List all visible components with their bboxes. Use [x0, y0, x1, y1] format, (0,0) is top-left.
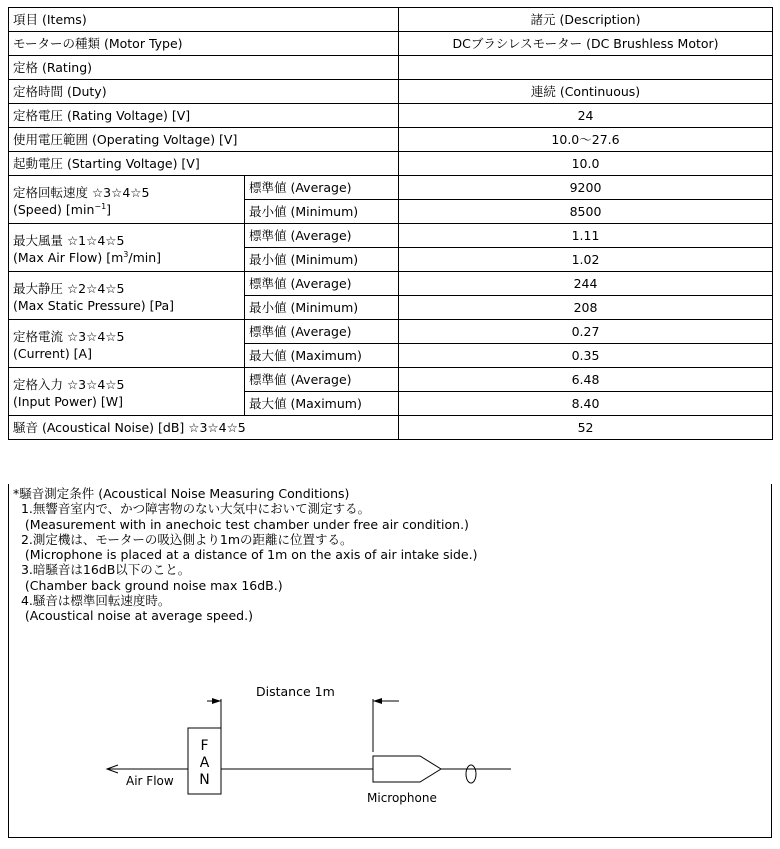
table-row [9, 320, 773, 344]
row-value [399, 56, 773, 80]
sub-label: 最大値 (Maximum) [245, 392, 399, 416]
pressure-unit: (Max Static Pressure) [Pa] [13, 297, 175, 313]
row-value: 244 [399, 272, 773, 296]
row-value: 6.48 [399, 368, 773, 392]
speed-title: 定格回転速度 ☆3☆4☆5 [13, 184, 150, 200]
table-row [9, 368, 773, 392]
row-label: 定格電圧 (Rating Voltage) [V] [9, 104, 399, 128]
airflow-group-label [9, 224, 245, 272]
power-group-label [9, 368, 245, 416]
note-line: (Acoustical noise at average speed.) [13, 608, 253, 624]
row-value: 10.0 [399, 152, 773, 176]
row-label: 定格時間 (Duty) [9, 80, 399, 104]
airflow-title: 最大風量 ☆1☆4☆5 [13, 232, 125, 248]
sub-label: 最大値 (Maximum) [245, 344, 399, 368]
header-item-cell: 項目 (Items) [9, 8, 399, 32]
microphone-icon [373, 756, 441, 782]
distance-right-arrow-icon [373, 698, 382, 704]
row-value: 1.02 [399, 248, 773, 272]
sub-label: 最小値 (Minimum) [245, 200, 399, 224]
pressure-group-label [9, 272, 245, 320]
current-group-label [9, 320, 245, 368]
current-unit: (Current) [A] [13, 345, 92, 361]
fan-letter: F [200, 738, 209, 754]
note-line: 3.暗騒音は16dB以下のこと。 [13, 562, 191, 578]
table-row [9, 152, 773, 176]
power-title: 定格入力 ☆3☆4☆5 [13, 376, 125, 392]
note-line: (Measurement with in anechoic test chamber under free air condition.) [13, 516, 469, 532]
row-value: 24 [399, 104, 773, 128]
row-label: 定格 (Rating) [9, 56, 399, 80]
pressure-title: 最大静圧 ☆2☆4☆5 [13, 280, 125, 296]
row-value: 0.35 [399, 344, 773, 368]
fan-letter: A [199, 755, 210, 771]
header-desc-cell: 諸元 (Description) [399, 8, 773, 32]
row-value: 連続 (Continuous) [399, 80, 773, 104]
row-label: 起動電圧 (Starting Voltage) [V] [9, 152, 399, 176]
row-value: 10.0〜27.6 [399, 128, 773, 152]
header-row [9, 8, 773, 32]
row-label: モーターの種類 (Motor Type) [9, 32, 399, 56]
table-row [9, 80, 773, 104]
sub-label: 標準値 (Average) [245, 320, 399, 344]
airflow-unit: (Max Air Flow) $[m^3/\min]$ [13, 249, 162, 265]
note-line: (Microphone is placed at a distance of 1m on the axis of air intake side.) [13, 547, 478, 563]
row-value: 9200 [399, 176, 773, 200]
sub-label: 最小値 (Minimum) [245, 296, 399, 320]
table-row [9, 128, 773, 152]
note-line: (Chamber back ground noise max 16dB.) [13, 577, 283, 593]
row-value: 1.11 [399, 224, 773, 248]
note-line: 2.測定機は、モーターの吸込側より1mの距離に位置する。 [13, 531, 353, 547]
speed-group-label [9, 176, 245, 224]
measurement-diagram [9, 484, 773, 838]
note-line: *騒音測定条件 (Acoustical Noise Measuring Conditions) [13, 486, 350, 501]
table-row [9, 416, 773, 440]
spec-table [8, 7, 773, 440]
note-line: 4.騒音は標準回転速度時。 [13, 593, 171, 609]
row-value: 8500 [399, 200, 773, 224]
row-value: DCブラシレスモーター (DC Brushless Motor) [399, 32, 773, 56]
sub-label: 最小値 (Minimum) [245, 248, 399, 272]
sub-label: 標準値 (Average) [245, 272, 399, 296]
table-row [9, 272, 773, 296]
row-label: 使用電圧範囲 (Operating Voltage) [V] [9, 128, 399, 152]
microphone-label: Microphone [367, 791, 437, 805]
table-row [9, 176, 773, 200]
row-value: 8.40 [399, 392, 773, 416]
sub-label: 標準値 (Average) [245, 176, 399, 200]
table-row [9, 56, 773, 80]
cable-loop-icon [466, 765, 476, 783]
table-row [9, 32, 773, 56]
noise-conditions-box [8, 484, 772, 838]
air-flow-label: Air Flow [126, 774, 174, 788]
noise-label: 騒音 (Acoustical Noise) [dB] ☆3☆4☆5 [9, 416, 399, 440]
sub-label: 標準値 (Average) [245, 224, 399, 248]
row-value: 0.27 [399, 320, 773, 344]
fan-letter: N [199, 772, 210, 788]
sub-label: 標準値 (Average) [245, 368, 399, 392]
noise-value: 52 [399, 416, 773, 440]
table-row [9, 104, 773, 128]
speed-unit: (Speed) $[\min^{-1}]$ [13, 201, 112, 217]
distance-label: Distance 1m [256, 684, 335, 699]
note-line: 1.無響音室内で、かつ障害物のない大気中において測定する。 [13, 501, 371, 517]
row-value: 208 [399, 296, 773, 320]
distance-left-arrow-icon [212, 698, 221, 704]
power-unit: (Input Power) [W] [13, 393, 123, 409]
current-title: 定格電流 ☆3☆4☆5 [13, 328, 125, 344]
table-row [9, 224, 773, 248]
